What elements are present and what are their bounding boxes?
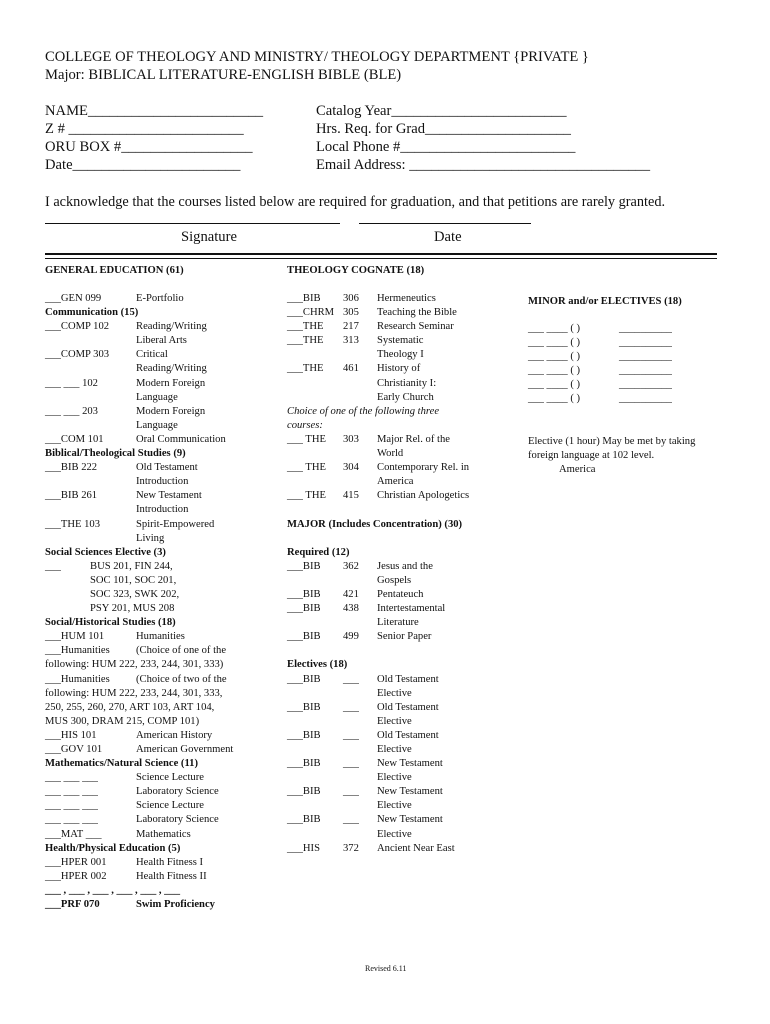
acknowledgement-text: I acknowledge that the courses listed below are required for graduation, and that petitions are rarely granted. <box>45 194 666 210</box>
elective-course-blank[interactable]: ___ ____ ( ) <box>528 351 581 363</box>
elective-row <box>528 322 718 336</box>
course-title: Language <box>136 391 178 403</box>
course-code[interactable]: ___ THE <box>287 462 326 474</box>
course-row <box>287 433 522 447</box>
course-row <box>287 785 522 799</box>
course-title: SOC 101, SOC 201, <box>90 574 177 586</box>
course-title: Ancient Near East <box>377 842 455 854</box>
course-row <box>45 391 280 405</box>
course-title: Literature <box>377 617 419 629</box>
course-title: (Choice of two of the <box>136 673 227 685</box>
course-title: BUS 201, FIN 244, <box>90 560 173 572</box>
course-code[interactable]: ___Humanities <box>45 673 110 685</box>
course-row <box>45 785 280 799</box>
course-row <box>45 348 280 362</box>
course-row <box>45 405 280 419</box>
course-row <box>287 588 522 602</box>
course-row <box>287 377 522 391</box>
spacer <box>287 503 522 517</box>
course-title: Critical <box>136 349 168 361</box>
course-title: Elective <box>377 715 412 727</box>
course-title: Reading/Writing <box>136 363 207 375</box>
course-title: Modern Foreign <box>136 377 206 389</box>
course-title: Laboratory Science <box>136 786 219 798</box>
course-title: Introduction <box>136 504 189 516</box>
elective-course-blank[interactable]: ___ ____ ( ) <box>528 337 581 349</box>
course-row <box>45 743 280 757</box>
category-heading: Social Sciences Elective (3) <box>45 546 166 558</box>
course-title: Old Testament <box>377 673 439 685</box>
course-row <box>45 518 280 532</box>
z-number-field[interactable]: Z # ________________________ <box>45 121 244 137</box>
course-code[interactable]: ___Humanities <box>45 645 110 657</box>
catalog-year-field[interactable]: Catalog Year________________________ <box>316 103 567 119</box>
course-row <box>287 743 522 757</box>
course-title: Science Lecture <box>136 772 204 784</box>
course-code[interactable]: ___ ___ ___ <box>45 814 98 826</box>
course-row: Choice of one of the following three <box>287 405 440 417</box>
hours-required-field[interactable]: Hrs. Req. for Grad____________________ <box>316 121 571 137</box>
category-heading: Health/Physical Education (5) <box>45 842 181 854</box>
elective-course-blank[interactable]: ___ ____ ( ) <box>528 393 581 405</box>
course-title: Introduction <box>136 476 189 488</box>
elective-note-line: foreign language at 102 level. <box>528 450 655 462</box>
course-code[interactable]: ___PRF 070 <box>45 899 100 911</box>
major-title: Major: BIBLICAL LITERATURE-ENGLISH BIBLE (BLE) <box>45 67 402 83</box>
course-code[interactable]: ___HUM 101 <box>45 631 105 643</box>
course-title: Old Testament <box>136 462 198 474</box>
course-row <box>45 503 280 517</box>
course-row: ___ , ___ , ___ , ___ , ___ , ___ <box>45 884 181 896</box>
course-number: 306 <box>343 293 359 304</box>
course-title: Laboratory Science <box>136 814 219 826</box>
category-heading: Social/Historical Studies (18) <box>45 617 176 629</box>
course-number[interactable]: ___ <box>343 673 359 685</box>
course-title: Contemporary Rel. in <box>377 462 470 474</box>
course-row <box>45 292 280 306</box>
course-row <box>45 799 280 813</box>
course-title: Living <box>136 532 165 544</box>
course-title: New Testament <box>377 814 443 826</box>
elective-row <box>528 350 718 364</box>
course-row <box>45 856 280 870</box>
course-title: New Testament <box>136 490 202 502</box>
elective-title-blank[interactable]: __________ <box>619 337 672 349</box>
course-code[interactable]: ___ ___ 203 <box>45 405 98 417</box>
course-row <box>45 673 280 687</box>
revision-footer: Revised 6.11 <box>365 964 407 973</box>
category-heading: Mathematics/Natural Science (11) <box>45 758 198 770</box>
course-title: Research Seminar <box>377 321 454 333</box>
course-title: America <box>377 476 414 488</box>
course-number[interactable]: ___ <box>343 786 359 798</box>
course-row <box>287 447 522 461</box>
course-title: PSY 201, MUS 208 <box>90 603 175 615</box>
elective-title-blank[interactable]: __________ <box>619 393 672 405</box>
course-code[interactable]: ___BIB <box>287 560 321 572</box>
elective-row <box>528 364 718 378</box>
course-row <box>45 362 280 376</box>
course-title: Elective <box>377 687 412 699</box>
email-address-field[interactable]: Email Address: _________________________________ <box>316 157 651 173</box>
divider-rule <box>45 258 717 259</box>
course-row <box>45 574 280 588</box>
course-title: Health Fitness II <box>136 870 207 882</box>
date-label: Date <box>434 229 462 245</box>
course-title: Spirit-Empowered <box>136 518 215 530</box>
course-code[interactable]: ___CHRM <box>287 307 335 319</box>
course-code[interactable]: ___THE 103 <box>45 518 101 530</box>
course-row <box>287 813 522 827</box>
course-row <box>45 320 280 334</box>
course-row <box>45 828 280 842</box>
course-code[interactable]: ___GOV 101 <box>45 744 103 755</box>
course-row <box>287 306 522 320</box>
course-code[interactable]: ___GEN 099 <box>45 293 102 304</box>
course-row <box>287 729 522 743</box>
theology-cognate-list <box>287 292 522 856</box>
course-number: 362 <box>343 560 359 572</box>
course-title: Liberal Arts <box>136 335 187 347</box>
course-number[interactable]: ___ <box>343 729 359 741</box>
elective-title-blank[interactable]: __________ <box>619 351 672 363</box>
course-code[interactable]: ___BIB <box>287 729 321 741</box>
course-row <box>287 362 522 376</box>
course-title: (Choice of one of the <box>136 645 227 657</box>
course-row <box>287 842 522 856</box>
course-code[interactable]: ___BIB 222 <box>45 462 98 474</box>
course-row <box>45 898 280 912</box>
course-title: Humanities <box>136 631 185 643</box>
course-code[interactable]: ___BIB <box>287 603 321 615</box>
course-code[interactable]: ___ ___ ___ <box>45 800 98 812</box>
course-row <box>45 532 280 546</box>
course-code[interactable]: ___BIB 261 <box>45 490 98 502</box>
theology-cognate-heading: THEOLOGY COGNATE (18) <box>287 265 425 276</box>
elective-course-blank[interactable]: ___ ____ ( ) <box>528 379 581 391</box>
course-row <box>287 616 522 630</box>
course-code[interactable]: ___COMP 102 <box>45 321 110 333</box>
course-title: Intertestamental <box>377 603 446 615</box>
category-heading: Required (12) <box>287 546 350 558</box>
course-title: SOC 323, SWK 202, <box>90 588 180 600</box>
course-code[interactable]: ___HPER 002 <box>45 870 107 882</box>
course-title: Early Church <box>377 391 434 403</box>
course-code[interactable]: ___BIB <box>287 588 321 600</box>
course-title: History of <box>377 363 421 375</box>
course-row <box>287 461 522 475</box>
category-heading: Biblical/Theological Studies (9) <box>45 448 186 460</box>
course-title: Old Testament <box>377 729 439 741</box>
course-row <box>287 602 522 616</box>
course-row <box>45 560 280 574</box>
course-code[interactable]: ___ THE <box>287 490 326 502</box>
course-row <box>287 292 522 306</box>
course-number: 499 <box>343 631 359 643</box>
course-title: Theology I <box>377 349 424 361</box>
course-code[interactable]: ___BIB <box>287 673 321 685</box>
course-code[interactable]: ___BIB <box>287 786 321 798</box>
course-title: Oral Communication <box>136 433 226 445</box>
general-education-list <box>45 292 280 912</box>
minor-electives-heading: MINOR and/or ELECTIVES (18) <box>528 296 682 307</box>
course-code[interactable]: ___ ___ ___ <box>45 772 98 784</box>
divider-rule <box>45 253 717 255</box>
course-row <box>45 419 280 433</box>
course-code[interactable]: ___ <box>45 560 61 572</box>
course-code[interactable]: ___MAT ___ <box>45 828 102 840</box>
course-row <box>287 630 522 644</box>
course-title: Health Fitness I <box>136 856 204 868</box>
course-number[interactable]: ___ <box>343 758 359 770</box>
course-row <box>45 461 280 475</box>
course-row <box>287 701 522 715</box>
elective-course-blank[interactable]: ___ ____ ( ) <box>528 323 581 334</box>
elective-note-line: America <box>559 464 596 476</box>
course-row <box>45 433 280 447</box>
oru-box-field[interactable]: ORU BOX #__________________ <box>45 139 253 155</box>
course-row <box>45 729 280 743</box>
elective-note <box>528 435 728 477</box>
elective-row <box>528 336 718 350</box>
course-title: American Government <box>136 744 234 755</box>
page-title: COLLEGE OF THEOLOGY AND MINISTRY/ THEOLOGY DEPARTMENT {PRIVATE } <box>45 49 589 65</box>
course-number: 372 <box>343 842 359 854</box>
course-row <box>287 799 522 813</box>
course-title: Old Testament <box>377 701 439 713</box>
course-title: Major Rel. of the <box>377 433 450 445</box>
course-number[interactable]: ___ <box>343 814 359 826</box>
course-row <box>287 348 522 362</box>
course-row <box>45 602 280 616</box>
category-heading: Electives (18) <box>287 659 348 671</box>
course-code[interactable]: ___HIS <box>287 842 320 854</box>
course-row <box>287 757 522 771</box>
course-title: Elective <box>377 800 412 812</box>
course-code[interactable]: ___BIB <box>287 814 321 826</box>
elective-note-line: Elective (1 hour) May be met by taking <box>528 436 696 447</box>
category-heading: Communication (15) <box>45 307 139 319</box>
course-code[interactable]: ___THE <box>287 321 324 333</box>
course-code[interactable]: ___ ___ ___ <box>45 786 98 798</box>
course-row <box>287 475 522 489</box>
elective-title-blank[interactable]: __________ <box>619 379 672 391</box>
course-title: Christianity I: <box>377 377 437 389</box>
course-code[interactable]: ___THE <box>287 335 324 347</box>
course-row <box>45 334 280 348</box>
course-title: Christian Apologetics <box>377 490 470 502</box>
course-code[interactable]: ___COMP 303 <box>45 349 110 361</box>
course-code[interactable]: ___BIB <box>287 758 321 770</box>
course-code[interactable]: ___HIS 101 <box>45 729 97 741</box>
course-title: Science Lecture <box>136 800 204 812</box>
course-row <box>45 489 280 503</box>
local-phone-field[interactable]: Local Phone #________________________ <box>316 139 576 155</box>
name-field[interactable]: NAME________________________ <box>45 103 264 119</box>
course-row <box>45 377 280 391</box>
elective-row <box>528 392 718 406</box>
course-row: following: HUM 222, 233, 244, 301, 333, <box>45 687 223 699</box>
course-code[interactable]: ___COM 101 <box>45 433 104 445</box>
course-row <box>45 588 280 602</box>
course-title: Language <box>136 419 178 431</box>
course-title: World <box>377 448 404 460</box>
course-title: E-Portfolio <box>136 293 184 304</box>
course-code[interactable]: ___BIB <box>287 293 321 304</box>
course-number: 217 <box>343 321 359 333</box>
course-title: Elective <box>377 772 412 784</box>
course-row <box>45 870 280 884</box>
course-title: Hermeneutics <box>377 293 436 304</box>
spacer <box>287 644 522 658</box>
course-title: Modern Foreign <box>136 405 206 417</box>
general-education-heading: GENERAL EDUCATION (61) <box>45 265 184 276</box>
course-row <box>45 630 280 644</box>
course-number: 461 <box>343 363 359 375</box>
course-code[interactable]: ___HPER 001 <box>45 856 107 868</box>
course-row: following: HUM 222, 233, 244, 301, 333) <box>45 659 224 671</box>
course-row <box>45 813 280 827</box>
course-row <box>287 560 522 574</box>
course-title: Elective <box>377 828 412 840</box>
category-heading: MAJOR (Includes Concentration) (30) <box>287 518 463 530</box>
course-row <box>287 574 522 588</box>
course-row: courses: <box>287 419 323 431</box>
course-number: 415 <box>343 490 359 502</box>
course-title: Swim Proficiency <box>136 899 215 911</box>
course-title: New Testament <box>377 786 443 798</box>
course-title: Pentateuch <box>377 588 424 600</box>
course-number: 313 <box>343 335 359 347</box>
course-title: New Testament <box>377 758 443 770</box>
course-title: Gospels <box>377 574 412 586</box>
course-code[interactable]: ___BIB <box>287 701 321 713</box>
course-row <box>287 828 522 842</box>
course-title: Reading/Writing <box>136 321 207 333</box>
course-row <box>287 715 522 729</box>
date-field[interactable]: Date_______________________ <box>45 157 241 173</box>
course-row <box>45 644 280 658</box>
course-row <box>287 687 522 701</box>
course-code[interactable]: ___THE <box>287 363 324 375</box>
minor-electives-list <box>528 322 718 407</box>
course-title: Elective <box>377 744 412 755</box>
course-number: 421 <box>343 588 359 600</box>
course-row <box>287 334 522 348</box>
course-code[interactable]: ___BIB <box>287 631 321 643</box>
course-number: 304 <box>343 462 359 474</box>
course-title: American History <box>136 729 213 741</box>
course-number[interactable]: ___ <box>343 701 359 713</box>
course-row <box>287 489 522 503</box>
course-title: Teaching the Bible <box>377 307 457 319</box>
elective-title-blank[interactable]: __________ <box>619 365 672 377</box>
course-row <box>45 771 280 785</box>
elective-row <box>528 378 718 392</box>
elective-title-blank[interactable]: __________ <box>619 323 672 334</box>
spacer <box>287 532 522 546</box>
elective-course-blank[interactable]: ___ ____ ( ) <box>528 365 581 377</box>
course-row <box>287 391 522 405</box>
course-row: 250, 255, 260, 270, ART 103, ART 104, <box>45 701 215 713</box>
course-row <box>287 673 522 687</box>
course-title: Senior Paper <box>377 631 432 643</box>
course-row: MUS 300, DRAM 215, COMP 101) <box>45 715 200 727</box>
course-number: 438 <box>343 603 359 615</box>
course-title: Systematic <box>377 335 424 347</box>
course-code[interactable]: ___ THE <box>287 433 326 445</box>
course-number: 305 <box>343 307 359 319</box>
course-row <box>287 771 522 785</box>
course-row <box>45 475 280 489</box>
course-title: Mathematics <box>136 828 191 840</box>
course-number: 303 <box>343 433 359 445</box>
course-code[interactable]: ___ ___ 102 <box>45 377 98 389</box>
course-title: Jesus and the <box>377 560 433 572</box>
course-row <box>287 320 522 334</box>
date-line[interactable] <box>359 223 531 224</box>
signature-label: Signature <box>181 229 237 245</box>
signature-line[interactable] <box>45 223 340 224</box>
